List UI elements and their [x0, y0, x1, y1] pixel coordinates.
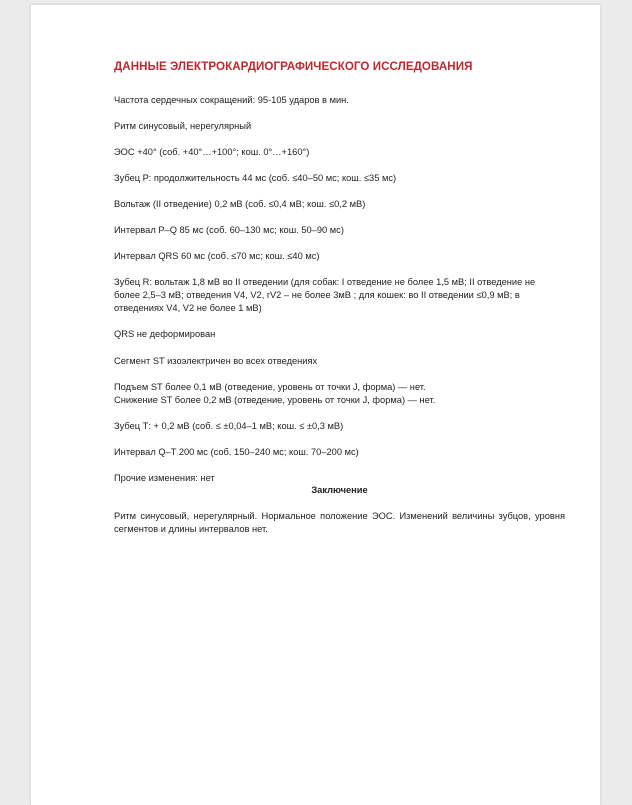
- qrs-interval-line: Интервал QRS 60 мс (соб. ≤70 мс; кош. ≤40 мс): [114, 251, 320, 261]
- qt-interval-line: Интервал Q–T 200 мс (соб. 150–240 мс; кош. 70–200 мс): [114, 447, 359, 457]
- p-wave-line: Зубец Р: продолжительность 44 мс (соб. ≤40–50 мс; кош. ≤35 мс): [114, 173, 397, 183]
- qrs-shape-line: QRS не деформирован: [114, 329, 216, 339]
- other-changes-line: Прочие изменения: нет: [114, 473, 215, 483]
- pq-interval-line: Интервал P–Q 85 мс (соб. 60–130 мс; кош. 50–90 мс): [114, 225, 344, 235]
- conclusion-text: Ритм синусовый, нерегулярный. Нормальное положение ЭОС. Изменений величины зубцов, уровня сегментов и длины интервалов нет.: [114, 511, 565, 534]
- document-page: [31, 5, 600, 805]
- eos-line: ЭОС +40° (соб. +40°…+100°; кош. 0°…+160°): [114, 147, 310, 157]
- voltage-line: Вольтаж (II отведение) 0,2 мВ (соб. ≤0,4 мВ; кош. ≤0,2 мВ): [114, 199, 366, 209]
- r-wave-line-2: более 2,5–3 мВ; отведения V4, V2, rV2 – не более 3мВ ; для кошек: во II отведении ≤0,9 мВ; в: [114, 290, 520, 300]
- st-elevation-line: Подъем ST более 0,1 мВ (отведение, уровень от точки J, форма) — нет.: [114, 382, 426, 392]
- document-title: ДАННЫЕ ЭЛЕКТРОКАРДИОГРАФИЧЕСКОГО ИССЛЕДОВАНИЯ: [114, 60, 473, 73]
- st-depression-line: Снижение ST более 0,2 мВ (отведение, уровень от точки J, форма) — нет.: [114, 395, 436, 405]
- conclusion-heading: Заключение: [311, 485, 368, 495]
- r-wave-line-1: Зубец R: вольтаж 1,8 мВ во II отведении (для собак: I отведение не более 1,5 мВ; II отведение не: [114, 277, 536, 287]
- r-wave-line-3: отведениях V4, V2 не более 1 мВ): [114, 303, 262, 313]
- st-segment-line: Сегмент ST изоэлектричен во всех отведениях: [114, 356, 318, 366]
- rhythm-line: Ритм синусовый, нерегулярный: [114, 121, 252, 131]
- t-wave-line: Зубец Т: + 0,2 мВ (соб. ≤ ±0,04–1 мВ; кош. ≤ ±0,3 мВ): [114, 421, 344, 431]
- heart-rate-line: Частота сердечных сокращений: 95-105 ударов в мин.: [114, 95, 349, 105]
